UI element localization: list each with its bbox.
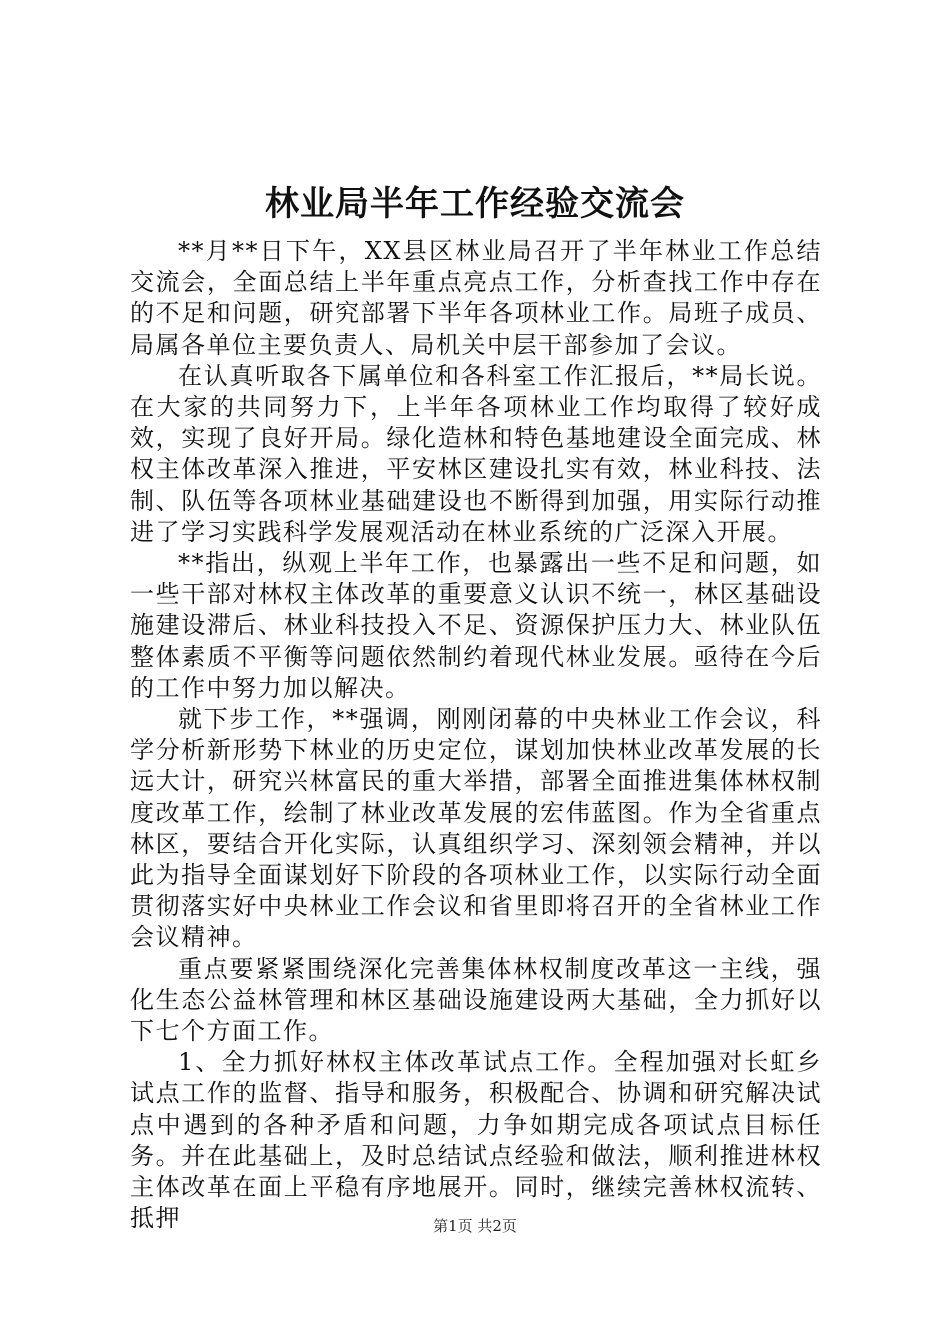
paragraph-1: **月**日下午，XX县区林业局召开了半年林业工作总结交流会，全面总结上半年重点亮点工作，分析查找工作中存在的不足和问题，研究部署下半年各项林业工作。局班子成员、局属各单位主要负责人、局机关中层干部参加了会议。 xyxy=(130,237,822,359)
paragraph-2: 在认真听取各下属单位和各科室工作汇报后，**局长说。在大家的共同努力下，上半年各项林业工作均取得了较好成效，实现了良好开局。绿化造林和特色基地建设全面完成、林权主体改革深入推进，平安林区建设扎实有效，林业科技、法制、队伍等各项林业基础建设也不断得到加强，用实际行动推进了学习实践科学发展观活动在林业系统的广泛深入开展。 xyxy=(130,361,822,546)
document-body xyxy=(130,236,822,1235)
paragraph-6: 1、全力抓好林权主体改革试点工作。全程加强对长虹乡试点工作的监督、指导和服务，积极配合、协调和研究解决试点中遇到的各种矛盾和问题，力争如期完成各项试点目标任务。并在此基础上，及时总结试点经验和做法，顺利推进林权主体改革在面上平稳有序地展开。同时，继续完善林权流转、抵押 xyxy=(130,1048,822,1233)
document-title: 林业局半年工作经验交流会 xyxy=(265,184,685,224)
paragraph-5: 重点要紧紧围绕深化完善集体林权制度改革这一主线，强化生态公益林管理和林区基础设施建设两大基础，全力抓好以下七个方面工作。 xyxy=(130,954,822,1046)
page-number-footer: 第1页 共2页 xyxy=(433,1217,517,1235)
paragraph-4: 就下步工作，**强调，刚刚闭幕的中央林业工作会议，科学分析新形势下林业的历史定位，谋划加快林业改革发展的长远大计，研究兴林富民的重大举措，部署全面推进集体林权制度改革工作，绘制了林业改革发展的宏伟蓝图。作为全省重点林区，要结合开化实际，认真组织学习、深刻领会精神，并以此为指导全面谋划好下阶段的各项林业工作，以实际行动全面贯彻落实好中央林业工作会议和省里即将召开的全省林业工作会议精神。 xyxy=(130,705,822,952)
paragraph-3: **指出，纵观上半年工作，也暴露出一些不足和问题，如一些干部对林权主体改革的重要意义认识不统一，林区基础设施建设滞后、林业科技投入不足、资源保护压力大、林业队伍整体素质不平衡等问题依然制约着现代林业发展。亟待在今后的工作中努力加以解决。 xyxy=(130,549,822,702)
